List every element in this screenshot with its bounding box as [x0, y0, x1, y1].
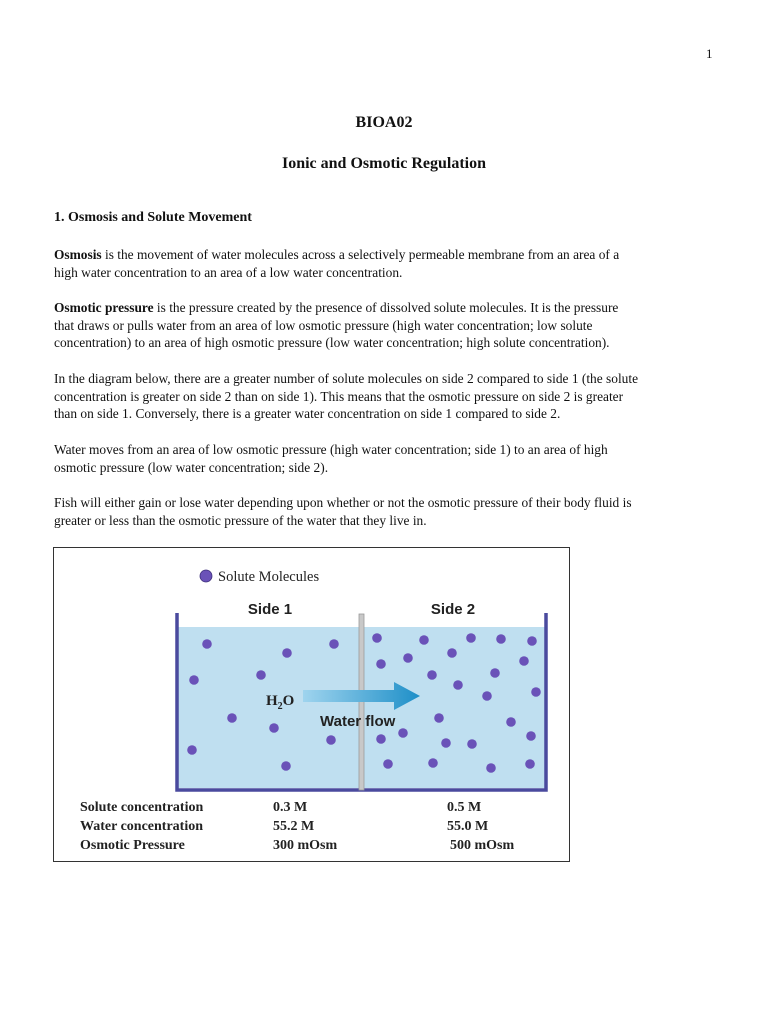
osmosis-diagram-svg [54, 548, 571, 863]
paragraph-line: than on side 1. Conversely, there is a greater water concentration on side 1 compared to side 2. [54, 406, 561, 421]
paragraph-fish [54, 494, 714, 529]
side1-water-value: 55.2 M [273, 819, 315, 834]
term-osmosis: Osmosis [54, 247, 102, 262]
paragraph-line: osmotic pressure (low water concentration; side 2). [54, 459, 329, 475]
side1-label: Side 1 [247, 601, 293, 618]
solute-molecule-side2 [403, 653, 413, 663]
term-osmotic-pressure: Osmotic pressure [54, 300, 154, 315]
paragraph-line: In the diagram below, there are a greater number of solute molecules on side 2 compared to side 1 (the solute [54, 371, 639, 386]
legend-solute-icon [200, 570, 212, 582]
solute-molecule-side2 [506, 717, 516, 727]
solute-molecule-side1 [282, 648, 292, 658]
paragraph-osmosis [54, 246, 714, 281]
solute-molecule-side2 [447, 648, 457, 658]
solute-molecule-side2 [398, 728, 408, 738]
solute-molecule-side2 [526, 731, 536, 741]
solute-molecule-side2 [486, 763, 496, 773]
solute-molecule-side2 [525, 759, 535, 769]
document-subtitle: Ionic and Osmotic Regulation [281, 155, 486, 172]
row-label-water: Water concentration [80, 819, 203, 834]
solute-molecule-side2 [466, 633, 476, 643]
solute-molecule-side1 [227, 713, 237, 723]
paragraph-osmotic-pressure [54, 299, 714, 352]
document-title: BIOA02 [355, 114, 413, 131]
solute-molecule-side1 [189, 675, 199, 685]
solute-molecule-side2 [490, 668, 500, 678]
paragraph-line: is the pressure created by the presence of dissolved solute molecules. It is the pressure [153, 300, 619, 315]
solute-molecule-side2 [428, 758, 438, 768]
h2o-label-o: O [282, 693, 295, 709]
solute-molecule-side2 [434, 713, 444, 723]
solute-molecule-side2 [441, 738, 451, 748]
solute-molecule-side1 [269, 723, 279, 733]
paragraph-line: that draws or pulls water from an area of low osmotic pressure (high water concentration; low solute [54, 317, 593, 333]
solute-molecule-side2 [419, 635, 429, 645]
row-label-solute: Solute concentration [80, 800, 204, 815]
paragraph-line: Fish will either gain or lose water depending upon whether or not the osmotic pressure of their body fluid is [54, 495, 632, 510]
legend-label: Solute Molecules [218, 569, 320, 585]
solute-molecule-side2 [527, 636, 537, 646]
solute-molecule-side2 [427, 670, 437, 680]
paragraph-water-movement [54, 441, 714, 476]
solute-molecule-side2 [531, 687, 541, 697]
side2-osmotic-value: 500 mOsm [450, 838, 515, 853]
page-number: 1 [706, 46, 713, 61]
side2-label: Side 2 [430, 601, 476, 618]
solute-molecule-side1 [281, 761, 291, 771]
solute-molecule-side2 [376, 734, 386, 744]
paragraph-line: Water moves from an area of low osmotic pressure (high water concentration; side 1) to an area of high [54, 442, 608, 457]
solute-molecule-side2 [482, 691, 492, 701]
solute-molecule-side2 [372, 633, 382, 643]
solute-molecule-side1 [256, 670, 266, 680]
solute-molecule-side1 [329, 639, 339, 649]
solute-molecule-side1 [187, 745, 197, 755]
side1-solute-value: 0.3 M [273, 800, 308, 815]
solute-molecule-side1 [326, 735, 336, 745]
solute-molecule-side2 [453, 680, 463, 690]
water-flow-label: Water flow [320, 713, 396, 730]
solute-molecule-side2 [519, 656, 529, 666]
h2o-label-h: H [266, 693, 278, 709]
solute-molecule-side2 [383, 759, 393, 769]
paragraph-diagram-explanation [54, 370, 714, 423]
h2o-label-sub: 2 [277, 701, 283, 712]
side2-solute-value: 0.5 M [447, 800, 482, 815]
paragraph-line: greater or less than the osmotic pressure of the water that they live in. [54, 512, 427, 528]
solute-molecule-side2 [376, 659, 386, 669]
row-label-osmotic: Osmotic Pressure [80, 838, 185, 853]
solute-molecule-side2 [496, 634, 506, 644]
paragraph-line: concentration) to an area of high osmotic pressure (low water concentration; high solute concentration). [54, 335, 610, 350]
paragraph-line: concentration is greater on side 2 than on side 1). This means that the osmotic pressure on side 2 is greater [54, 388, 624, 404]
paragraph-line: high water concentration to an area of a low water concentration. [54, 264, 403, 280]
side2-water-value: 55.0 M [447, 819, 489, 834]
paragraph-line: is the movement of water molecules across a selectively permeable membrane from an area of a [101, 247, 620, 262]
solute-molecule-side2 [467, 739, 477, 749]
solute-molecule-side1 [202, 639, 212, 649]
side1-osmotic-value: 300 mOsm [273, 838, 338, 853]
section-heading: 1. Osmosis and Solute Movement [54, 210, 252, 225]
osmosis-diagram [53, 547, 570, 862]
